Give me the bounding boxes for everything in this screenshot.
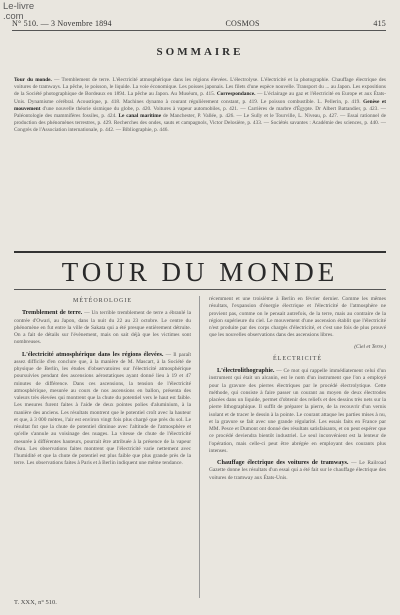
section-heading-electricite: ÉLECTRICITÉ xyxy=(273,355,322,362)
article-title: Tremblement de terre. xyxy=(22,309,83,317)
issue-number-date: N° 510. — 3 Novembre 1894 xyxy=(12,19,112,28)
article-paragraph xyxy=(209,459,386,482)
header-rule xyxy=(12,30,386,31)
article-title: L'électrolithographie. xyxy=(217,367,275,374)
left-column xyxy=(14,296,191,472)
article-text: — Le Railroad Gazette donne les résultats d'un essai qui a été fait sur le chauffage électrique des voitures de tramway aux États-Unis. xyxy=(209,460,386,481)
sommaire-entry: Tour du monde. — Tremblement de terre. L'électricité atmosphérique dans les régions élevées. L'électrolyse. L'électricité et la photographie. Chauffage électrique des voitures de tramways. La pêche, le poisson, le liquide. La voie économique. Les poisses japonais. Les filets d'une espèce nouvelle. Transport du ... au Japon. Les expositions de la Société photographique de Bordeaux en 1894. La pêche au Japon. Au Muséum, p. 415. xyxy=(14,77,386,98)
sommaire-entry: Genèse et mouvement d'une nouvelle théorie sismique du globe, p. 420. Voitures à vapeur automobiles, p. 421. — Carrières de marbre d'Égypte. Dr Albert Battandier, p. 423. — Paléontologie des mammifères fossiles, p. 424. xyxy=(14,98,386,120)
sommaire-entry: Le canal maritime de Manchester, P. Vallée, p. 426. — Le Sully et le Tourville, L. Niveau, p. 427. — Essai rationnel de production des phénomènes terrestres, p. 429. Recherches des ondes, sauts et campagnols, Victor Delosière, p. 433. — Sociétés savantes : Académie des sciences, p. 440. — Congrès de l'Association internationale, p. 442. — Bibliographie, p. 446. xyxy=(14,113,386,134)
running-header xyxy=(12,19,386,28)
article-paragraph xyxy=(209,367,386,455)
article-paragraph xyxy=(14,351,191,468)
watermark-line-2: .com xyxy=(3,11,24,22)
article-paragraph xyxy=(14,309,191,346)
column-divider xyxy=(199,296,200,598)
page-number: 415 xyxy=(373,19,386,28)
journal-name: COSMOS xyxy=(225,19,260,28)
continued-paragraph: récemment et une troisième à Berlin en février dernier. Comme les mêmes résultats, l'expansion d'énergie électrique et l'électricité de l'atmosphère ne provient pas, comme on le pensait autrefois, de la terre, mais au contraire de la région supérieure du ciel. Le mouvement d'une ascension établit que l'électricité n'est produite par des corps chargés d'électricité, et c'est une fois de plus prouvé que les nouvelles observations dans des ascensions libres. xyxy=(209,296,386,339)
article-text: — Ce mot qui rappelle immédiatement celui d'un instrument qui était un alcanin, est le nom d'un instrument que l'on a employé pour la gravure des pierres électriques par le procédé électrolytique. Cette méthode, qui consiste à faire passer un courant au moyen de deux électrodes placées dans un liquide, permet d'obtenir des reliefs et des dessins très nets sur la pierre lithographique. Il suffit de préparer la pierre, de la recouvrir d'un vernis isolant et de tracer le dessin à la pointe. Le courant attaque les parties mises à nu, et la gravure se fait avec une grande régularité. Les essais faits en France par MM. Pesce et Dumont ont donné des résultats satisfaisants, et on peut espérer que ce procédé deviendra bientôt industriel. Le seul inconvénient est la lenteur de l'opération, mais celle-ci peut être abrégée en employant des courants plus intenses. xyxy=(209,368,386,454)
section-heading-meteorologie: MÉTÉOROLOGIE xyxy=(73,298,132,304)
source-citation: (Ciel et Terre.) xyxy=(354,343,386,350)
volume-footer: T. XXX, n° 510. xyxy=(14,599,57,606)
title-rule xyxy=(14,289,386,290)
section-title: TOUR DU MONDE xyxy=(61,257,339,287)
section-rule xyxy=(14,251,386,253)
article-text: — Il paraît assez difficile d'en conclure que, à la manière de M. Mascart, à la Société de physique de Berlin, les études d'observatoires sur l'électricité atmosphérique poursuivies pendant des ascensions aérostatiques ayant donné lieu à 19 et 47 minutes de différence. Dans ces ascensions, la tension de l'électricité atmosphérique, mesurée au cours de nos ascensions en ballon, présenta des valeurs très élevées qui montrent que la chute du potentiel vers le haut est faible. Les mesures furent faites à l'aide de deux pointes polies d'aluminium, à la manière des anciens. Les résultats montrent que le potentiel croît avec la hauteur et que, à 3 000 mètres, l'air est environ vingt fois plus chargé que près du sol. Le résultat fut que la chute de potentiel diminue avec l'altitude de l'atmosphère et qu'elle s'annule au voisinage des nuages. La vitesse de chute de l'électricité mesurée à différentes hauteurs, pourrait être attribuée à la présence de la vapeur d'eau. Les observations faites montrent que l'électricité varie nettement avec l'humidité et que la chute de potentiel est plus faible que plus grande près de la terre. Les observations faites à Paris et à Berlin indiquent une même tendance. xyxy=(14,351,191,467)
sommaire-entry: Correspondance. — L'éclairage au gaz et l'électricité en Europe et aux États-Unis. Dynamisme cérébral. Acoustique, p. 418. Machines dynamo à courant régulièrement constant, p. 419. Le poisson combustible. L. Pellerin, p. 419. xyxy=(14,91,386,105)
sommaire-title: SOMMAIRE xyxy=(156,46,244,58)
watermark-line-1: Le-livre xyxy=(3,1,35,12)
article-text: — Un terrible tremblement de terre a ébranlé la contrée d'Owari, au Japon, dans la nuit du 22 au 23 octobre. Le centre du phénomène en fut entre la ville de Sakata qui a été presque entièrement détruite. On a fait de détails sur l'évènement, mais on sait déjà que les victimes sont nombreuses. xyxy=(14,310,191,346)
article-title: L'électricité atmosphérique dans les régions élevées. xyxy=(22,350,164,358)
article-title: Chauffage électrique des voitures de tramways. xyxy=(217,459,349,466)
sommaire-entries xyxy=(14,77,386,243)
right-column xyxy=(209,296,386,486)
